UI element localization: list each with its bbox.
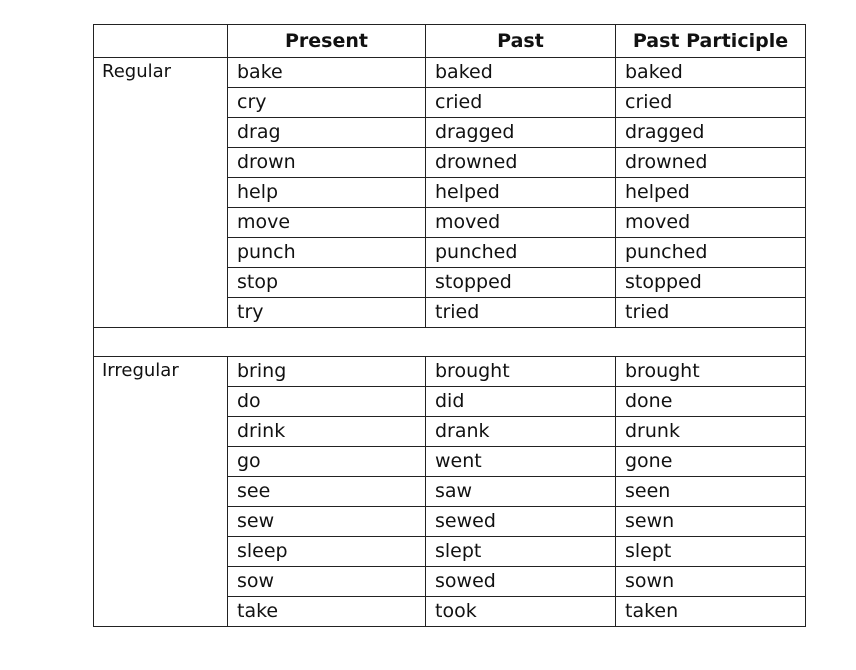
past-participle-cell: dragged xyxy=(616,118,806,148)
past-cell: sowed xyxy=(426,567,616,597)
past-participle-cell: helped xyxy=(616,178,806,208)
present-cell: sleep xyxy=(228,537,426,567)
present-cell: punch xyxy=(228,238,426,268)
past-participle-cell: moved xyxy=(616,208,806,238)
group-label-irregular: Irregular xyxy=(94,357,228,627)
past-participle-cell: sown xyxy=(616,567,806,597)
verb-forms-table xyxy=(93,24,806,627)
present-cell: do xyxy=(228,387,426,417)
present-cell: try xyxy=(228,298,426,328)
present-cell: move xyxy=(228,208,426,238)
past-participle-cell: drowned xyxy=(616,148,806,178)
present-cell: bring xyxy=(228,357,426,387)
past-participle-cell: cried xyxy=(616,88,806,118)
present-cell: bake xyxy=(228,58,426,88)
past-cell: stopped xyxy=(426,268,616,298)
past-cell: tried xyxy=(426,298,616,328)
past-cell: slept xyxy=(426,537,616,567)
present-cell: drink xyxy=(228,417,426,447)
present-cell: drown xyxy=(228,148,426,178)
past-cell: drank xyxy=(426,417,616,447)
present-cell: see xyxy=(228,477,426,507)
present-cell: help xyxy=(228,178,426,208)
present-cell: take xyxy=(228,597,426,627)
past-participle-cell: punched xyxy=(616,238,806,268)
present-cell: stop xyxy=(228,268,426,298)
past-participle-cell: slept xyxy=(616,537,806,567)
table-row xyxy=(94,357,806,387)
past-cell: brought xyxy=(426,357,616,387)
group-label-regular: Regular xyxy=(94,58,228,328)
past-cell: baked xyxy=(426,58,616,88)
group-separator-cell xyxy=(94,328,806,357)
past-cell: did xyxy=(426,387,616,417)
present-cell: go xyxy=(228,447,426,477)
present-cell: sew xyxy=(228,507,426,537)
header-past-participle: Past Participle xyxy=(616,25,806,58)
header-empty-cell xyxy=(94,25,228,58)
header-present: Present xyxy=(228,25,426,58)
past-cell: saw xyxy=(426,477,616,507)
header-past: Past xyxy=(426,25,616,58)
past-participle-cell: sewn xyxy=(616,507,806,537)
table-row xyxy=(94,58,806,88)
past-participle-cell: stopped xyxy=(616,268,806,298)
past-cell: punched xyxy=(426,238,616,268)
past-participle-cell: tried xyxy=(616,298,806,328)
table-body xyxy=(94,58,806,627)
past-participle-cell: brought xyxy=(616,357,806,387)
group-separator-row xyxy=(94,328,806,357)
past-cell: moved xyxy=(426,208,616,238)
present-cell: drag xyxy=(228,118,426,148)
present-cell: sow xyxy=(228,567,426,597)
past-cell: drowned xyxy=(426,148,616,178)
past-participle-cell: done xyxy=(616,387,806,417)
past-cell: went xyxy=(426,447,616,477)
past-participle-cell: seen xyxy=(616,477,806,507)
past-cell: helped xyxy=(426,178,616,208)
past-participle-cell: taken xyxy=(616,597,806,627)
past-participle-cell: drunk xyxy=(616,417,806,447)
past-participle-cell: gone xyxy=(616,447,806,477)
past-cell: took xyxy=(426,597,616,627)
past-cell: sewed xyxy=(426,507,616,537)
past-participle-cell: baked xyxy=(616,58,806,88)
header-row xyxy=(94,25,806,58)
past-cell: dragged xyxy=(426,118,616,148)
past-cell: cried xyxy=(426,88,616,118)
present-cell: cry xyxy=(228,88,426,118)
